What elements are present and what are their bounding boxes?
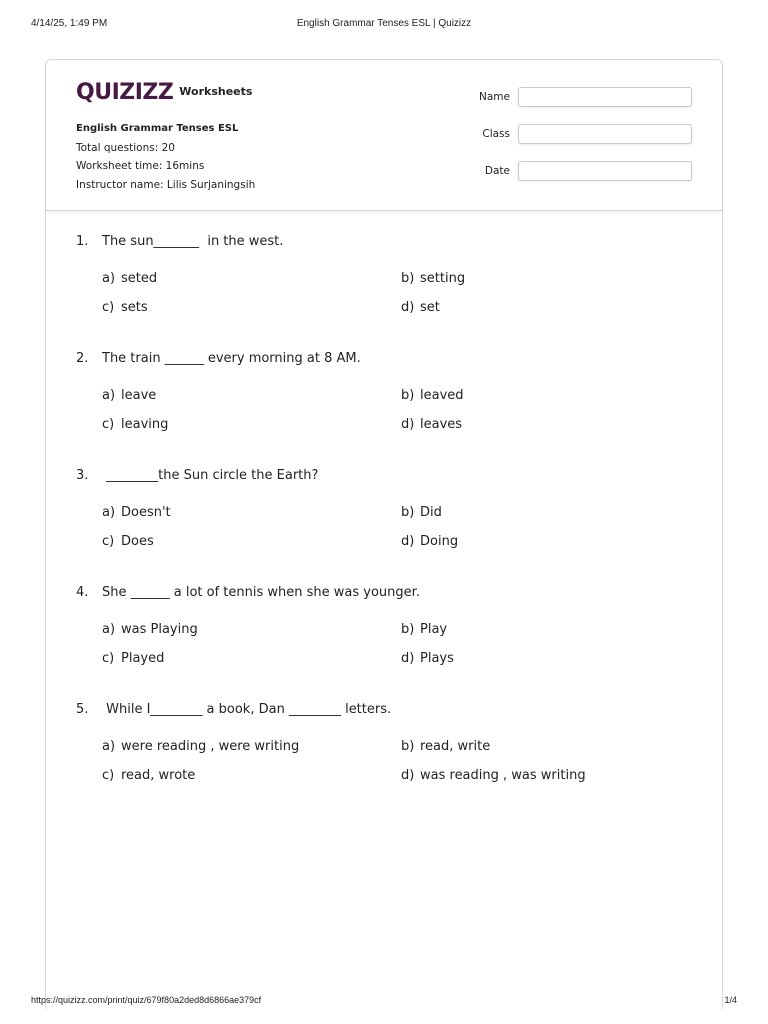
worksheet-header [46, 60, 722, 211]
worksheet-time: Worksheet time: 16mins [76, 160, 205, 172]
option-letter: a) [102, 505, 116, 520]
print-header [0, 0, 768, 40]
option-text: were reading , were writing [121, 739, 300, 754]
option-b[interactable] [401, 622, 447, 637]
class-field[interactable] [518, 124, 692, 144]
option-text: leaves [420, 417, 463, 432]
name-row [462, 86, 692, 108]
option-b[interactable] [401, 271, 465, 286]
option-text: Play [420, 622, 448, 637]
option-text: sets [121, 300, 148, 315]
option-d[interactable] [401, 534, 458, 549]
print-footer [0, 992, 768, 1012]
option-a[interactable] [102, 271, 157, 286]
option-letter: c) [102, 651, 115, 666]
option-letter: b) [401, 739, 415, 754]
option-b[interactable] [401, 505, 442, 520]
option-letter: d) [401, 534, 415, 549]
option-letter: a) [102, 622, 116, 637]
question-number: 1. [76, 234, 89, 249]
print-tab-title: English Grammar Tenses ESL | Quizizz [296, 18, 472, 29]
instructor-name: Instructor name: Lilis Surjaningsih [76, 178, 256, 191]
option-text: read, write [420, 739, 491, 754]
option-letter: c) [102, 768, 115, 783]
question-stem [76, 234, 283, 249]
page-number: 1/4 [724, 995, 737, 1005]
date-label: Date [484, 165, 510, 177]
option-text: Doesn't [121, 505, 171, 520]
option-text: was reading , was writing [420, 768, 586, 783]
question-number: 3. [76, 468, 89, 483]
quizizz-logo: QUIZIZZ [76, 80, 174, 105]
option-text: Does [121, 534, 154, 549]
class-row [462, 123, 692, 145]
question-3 [46, 444, 722, 561]
question-2 [46, 327, 722, 444]
option-d[interactable] [401, 417, 462, 432]
option-letter: c) [102, 417, 115, 432]
question-stem [76, 468, 318, 483]
option-d[interactable] [401, 300, 440, 315]
option-letter: b) [401, 622, 415, 637]
question-text: While I________ a book, Dan ________ letters. [102, 702, 392, 717]
option-letter: d) [401, 651, 415, 666]
option-a[interactable] [102, 622, 198, 637]
option-letter: b) [401, 388, 415, 403]
question-number: 5. [76, 702, 89, 717]
question-5 [46, 678, 722, 795]
name-label: Name [479, 91, 510, 103]
option-b[interactable] [401, 739, 490, 754]
option-text: read, wrote [121, 768, 196, 783]
option-letter: d) [401, 417, 415, 432]
question-4 [46, 561, 722, 678]
option-text: Did [420, 505, 442, 520]
option-letter: d) [401, 768, 415, 783]
print-url: https://quizizz.com/print/quiz/679f80a2ded8d6866ae379cf [31, 995, 262, 1005]
date-field[interactable] [518, 161, 692, 181]
option-letter: a) [102, 739, 116, 754]
question-stem [76, 351, 361, 366]
option-a[interactable] [102, 388, 156, 403]
option-letter: b) [401, 505, 415, 520]
option-text: set [420, 300, 440, 315]
option-text: Plays [420, 651, 454, 666]
class-label: Class [482, 128, 510, 140]
option-d[interactable] [401, 651, 454, 666]
worksheet-title: English Grammar Tenses ESL [76, 123, 239, 134]
option-text: leave [121, 388, 157, 403]
worksheet-meta [76, 120, 255, 194]
question-text: The train ______ every morning at 8 AM. [102, 351, 361, 366]
option-text: seted [121, 271, 158, 286]
worksheets-label: Worksheets [179, 84, 253, 98]
option-text: setting [420, 271, 466, 286]
option-d[interactable] [401, 768, 586, 783]
question-list [46, 210, 722, 795]
option-text: leaved [420, 388, 464, 403]
option-a[interactable] [102, 505, 171, 520]
question-text: ________the Sun circle the Earth? [102, 468, 319, 483]
student-fields [462, 86, 692, 197]
option-c[interactable] [102, 768, 195, 783]
print-datetime: 4/14/25, 1:49 PM [31, 18, 108, 29]
question-text: The sun_______ in the west. [102, 234, 284, 249]
option-letter: a) [102, 271, 116, 286]
option-c[interactable] [102, 417, 168, 432]
option-text: Played [121, 651, 165, 666]
option-letter: a) [102, 388, 116, 403]
option-text: Doing [420, 534, 459, 549]
date-row [462, 160, 692, 182]
question-text: She ______ a lot of tennis when she was younger. [102, 585, 420, 600]
name-field[interactable] [518, 87, 692, 107]
question-1 [46, 210, 722, 327]
total-questions: Total questions: 20 [76, 141, 175, 154]
option-letter: b) [401, 271, 415, 286]
option-b[interactable] [401, 388, 464, 403]
option-letter: c) [102, 300, 115, 315]
question-number: 2. [76, 351, 89, 366]
option-c[interactable] [102, 534, 154, 549]
worksheet-page [45, 59, 723, 1009]
option-c[interactable] [102, 651, 164, 666]
option-letter: c) [102, 534, 115, 549]
option-c[interactable] [102, 300, 148, 315]
question-number: 4. [76, 585, 89, 600]
option-text: leaving [121, 417, 169, 432]
option-text: was Playing [121, 622, 198, 637]
brand [76, 80, 252, 106]
question-stem [76, 702, 391, 717]
question-stem [76, 585, 420, 600]
option-a[interactable] [102, 739, 299, 754]
option-letter: d) [401, 300, 415, 315]
